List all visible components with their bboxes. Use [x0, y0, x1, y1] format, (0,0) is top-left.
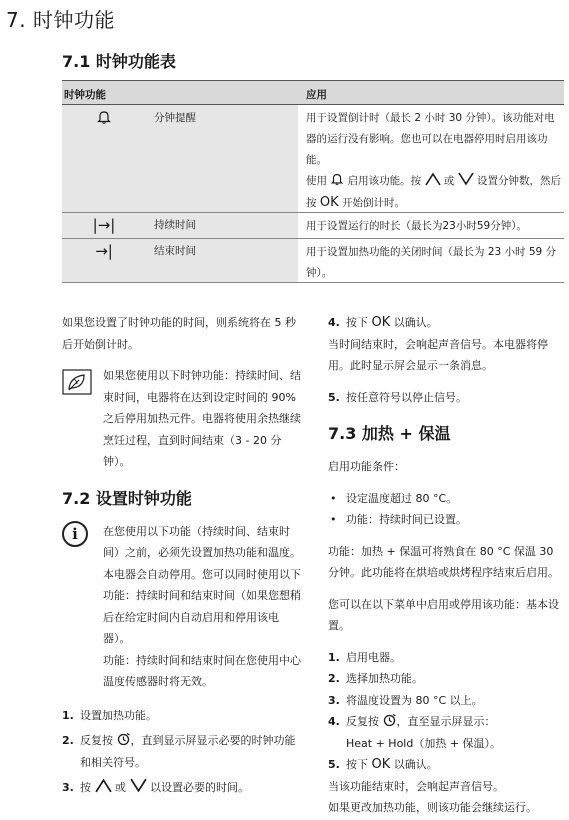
table-row [62, 213, 564, 239]
step-item: 3. 将温度设置为 80 °C 以上。 [328, 693, 483, 707]
paragraph: 启用功能条件： [328, 460, 405, 473]
section-heading-7-1: 7.1 时钟功能表 [62, 52, 176, 71]
bell-icon [330, 175, 344, 187]
down-chevron-icon [458, 175, 474, 187]
up-chevron-icon [425, 175, 441, 187]
function-description: 用于设置加热功能的关闭时间（最长为 23 小时 59 分钟）。 [306, 246, 557, 279]
function-description [306, 105, 564, 218]
step-item: 2. 选择加热功能。 [328, 672, 423, 685]
info-text: 在您使用以下功能（持续时间、结束时间）之前，必须先设置加热功能和温度。本电器会自动停用。您可以同时使用以下功能：持续时间和结束时间（如果您想稍后在给定时间内自动启用和停用该电器）。 [103, 524, 301, 645]
function-name: 持续时间 [154, 219, 196, 231]
clock-functions-table [62, 80, 564, 283]
paragraph: 当该功能结束时，会响起声音信号。 [328, 779, 504, 793]
ok-label: OK [371, 757, 391, 772]
paragraph: 当时间结束时，会响起声音信号。本电器将停用。此时显示屏会显示一条消息。 [328, 337, 548, 372]
paragraph: 如果更改加热功能，则该功能会继续运行。 [328, 801, 537, 814]
step-item: 2. 反复按 ，直到显示屏显示必要的时钟功能和相关符号。 [62, 734, 296, 769]
ok-label: OK [371, 315, 391, 330]
paragraph: 如果您设置了时钟功能的时间，则系统将在 5 秒后开始倒计时。 [62, 316, 296, 351]
left-column [62, 312, 302, 803]
section-heading-7: 7. 时钟功能 [6, 8, 115, 32]
table-row [62, 105, 564, 213]
step-item: 1. 启用电器。 [328, 650, 401, 664]
table-row [62, 239, 564, 283]
clock-icon [117, 734, 131, 747]
ok-label: OK [319, 195, 339, 210]
note-text: 如果您使用以下时钟功能：持续时间、结束时间，电器将在达到设定时间的 90% 之后停用加热元件。电器将使用余热继续烹饪过程，直到时间结束（3 - 20 分钟）。 [103, 369, 301, 468]
leaf-note-icon [62, 369, 92, 395]
description-text: 用于设置倒计时（最长 2 小时 30 分钟）。该功能对电器的运行没有影响。您也可以在电器停用时启用该功能。 [306, 112, 555, 166]
list-item: • 设定温度超过 80 °C。 [330, 491, 458, 505]
info-icon: i [62, 521, 88, 547]
function-name: 分钟提醒 [154, 112, 196, 124]
step-item: 5. 按任意符号以停止信号。 [328, 390, 467, 404]
description-usage: 使用 启用该功能。按 或 设置分钟数，然后按 OK 开始倒计时。 [306, 175, 562, 210]
duration-icon: |→| [92, 216, 116, 234]
clock-icon [383, 715, 397, 728]
step-item: 4. 按下 OK 以确认。 [328, 315, 438, 330]
step-item: 5. 按下 OK 以确认。 [328, 757, 438, 772]
table-header [62, 80, 564, 105]
up-chevron-icon [95, 781, 112, 794]
right-column [328, 312, 564, 819]
paragraph: 功能：加热 + 保温可将熟食在 80 °C 保温 30 分钟。此功能将在烘培或烘烤程序结束后启用。 [328, 544, 559, 579]
step-item: 1. 设置加热功能。 [62, 708, 157, 722]
header-application: 应用 [306, 89, 327, 101]
info-text: 功能：持续时间和结束时间在您使用中心温度传感器时将无效。 [103, 653, 301, 688]
section-heading-7-2: 7.2 设置时钟功能 [62, 488, 192, 508]
paragraph: 您可以在以下菜单中启用或停用该功能：基本设置。 [328, 597, 559, 632]
note-block [62, 365, 302, 473]
end-time-icon: →| [95, 242, 113, 260]
display-text: Heat + Hold（加热 + 保温）。 [346, 736, 502, 750]
step-item: 4. 反复按 ，直至显示屏显示： [328, 715, 496, 728]
down-chevron-icon [130, 781, 147, 794]
section-heading-7-3: 7.3 加热 + 保温 [328, 424, 451, 443]
info-block [62, 521, 302, 693]
function-description: 用于设置运行的时长（最长为23小时59分钟）。 [306, 220, 527, 232]
function-name: 结束时间 [154, 245, 196, 257]
list-item: • 功能：持续时间已设置。 [330, 513, 467, 526]
header-clock-function: 时钟功能 [64, 89, 106, 101]
bell-icon [90, 109, 118, 131]
step-item: 3. 按 或 以设置必要的时间。 [62, 781, 249, 794]
